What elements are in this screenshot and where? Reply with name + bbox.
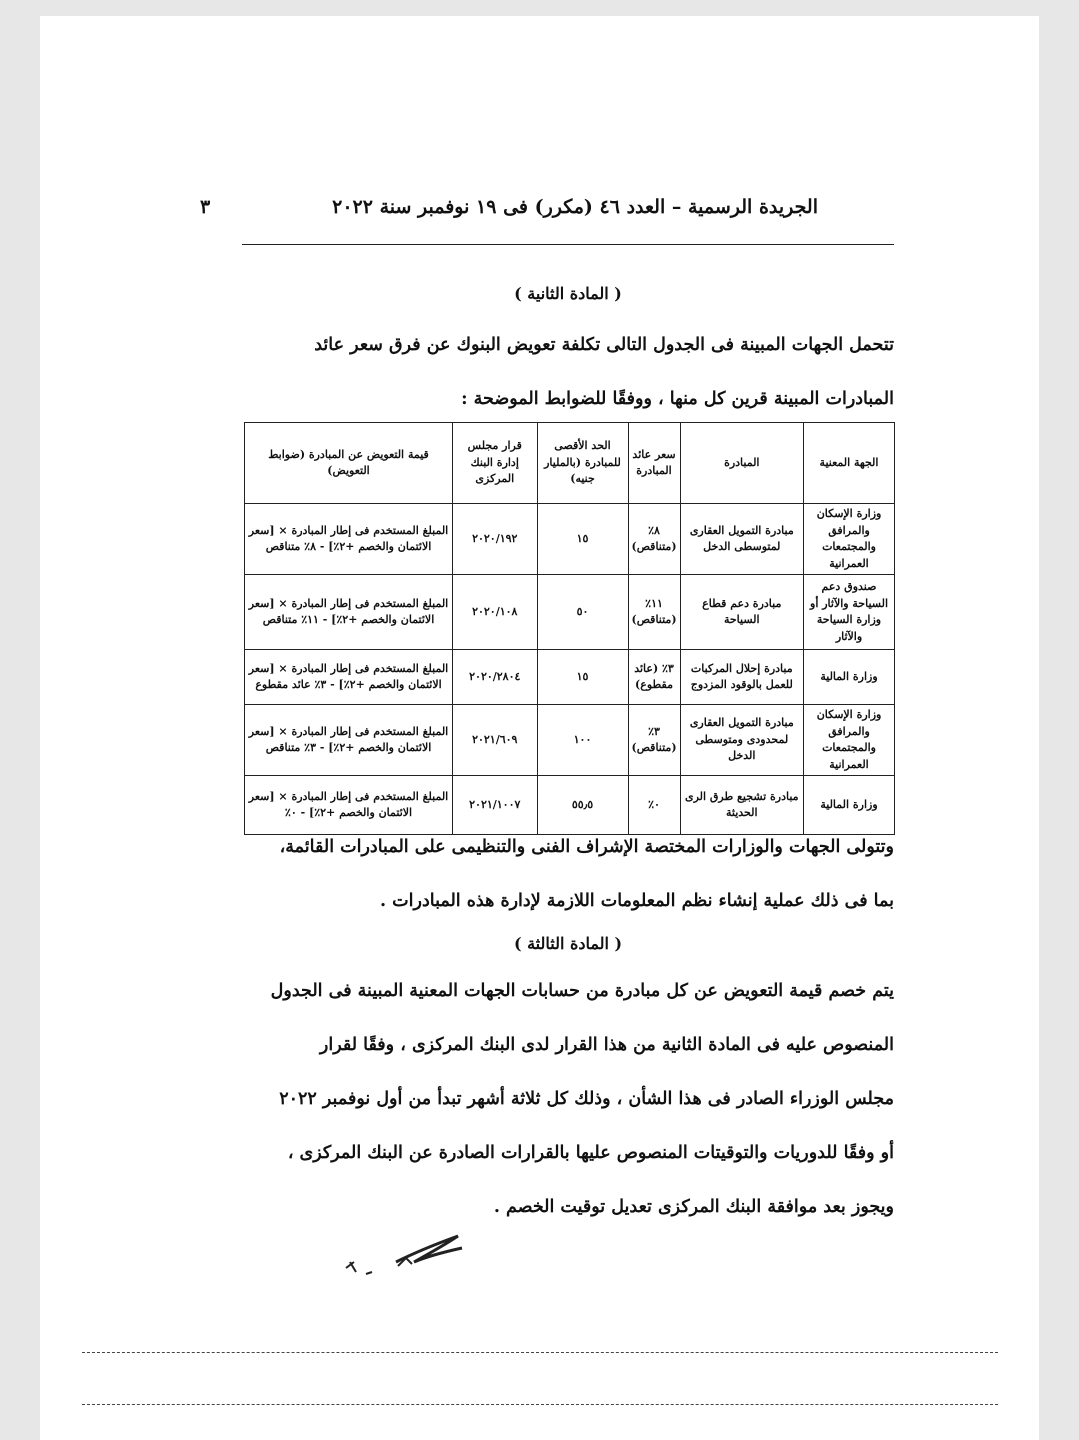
supervision-paragraph xyxy=(242,822,894,930)
handwritten-signature xyxy=(336,1222,476,1286)
header-divider xyxy=(242,244,894,245)
article3-line-3: مجلس الوزراء الصادر فى هذا الشأن ، وذلك كل ثلاثة أشهر تبدأ من أول نوفمبر ٢٠٢٢ xyxy=(279,1089,894,1109)
article3-paragraph xyxy=(242,966,894,1236)
cell-entity: وزارة المالية xyxy=(804,776,895,835)
cell-rate: ١١٪ (متناقص) xyxy=(628,575,680,650)
col-header-compensation: قيمة التعويض عن المبادرة (ضوابط التعويض) xyxy=(245,423,453,504)
cell-max: ٥٠ xyxy=(537,575,628,650)
cell-max: ١٥ xyxy=(537,504,628,575)
footer-divider-1 xyxy=(82,1352,998,1353)
table-row xyxy=(245,650,895,705)
cell-decision: ٢٠٢٠/١٠٨ xyxy=(453,575,537,650)
cell-initiative: مبادرة التمويل العقارى لمتوسطى الدخل xyxy=(680,504,803,575)
header-title: الجريدة الرسمية – العدد ٤٦ (مكرر) فى ١٩ نوفمبر سنة ٢٠٢٢ xyxy=(332,196,818,218)
table-header-row xyxy=(245,423,895,504)
article2-paragraph xyxy=(242,320,894,428)
gazette-header xyxy=(200,196,818,232)
cell-decision: ٢٠٢١/١٠٠٧ xyxy=(453,776,537,835)
table-row xyxy=(245,504,895,575)
col-header-rate: سعر عائد المبادرة xyxy=(628,423,680,504)
col-header-max: الحد الأقصى للمبادرة (بالمليار جنيه) xyxy=(537,423,628,504)
cell-rate: ٣٪ (عائد مقطوع) xyxy=(628,650,680,705)
col-header-entity: الجهة المعنية xyxy=(804,423,895,504)
cell-max: ٥٥٫٥ xyxy=(537,776,628,835)
page-number: ٣ xyxy=(200,196,211,218)
cell-decision: ٢٠٢٠/١٩٢ xyxy=(453,504,537,575)
col-header-decision: قرار مجلس إدارة البنك المركزى xyxy=(453,423,537,504)
cell-initiative: مبادرة إحلال المركبات للعمل بالوقود المزدوج xyxy=(680,650,803,705)
cell-initiative: مبادرة تشجيع طرق الرى الحديثة xyxy=(680,776,803,835)
table-row xyxy=(245,705,895,776)
cell-max: ١٠٠ xyxy=(537,705,628,776)
cell-entity: وزارة الإسكان والمرافق والمجتمعات العمرانية xyxy=(804,705,895,776)
cell-compensation: المبلغ المستخدم فى إطار المبادرة × [سعر الائتمان والخصم +٢٪] - ٠٪ xyxy=(245,776,453,835)
supervision-line-1: وتتولى الجهات والوزارات المختصة الإشراف الفنى والتنظيمى على المبادرات القائمة، xyxy=(279,837,894,857)
cell-rate: ٨٪ (متناقص) xyxy=(628,504,680,575)
table-row xyxy=(245,575,895,650)
cell-max: ١٥ xyxy=(537,650,628,705)
cell-entity: صندوق دعم السياحة والآثار أو وزارة السياحة والآثار xyxy=(804,575,895,650)
cell-decision: ٢٠٢٠/٢٨٠٤ xyxy=(453,650,537,705)
article2-line-2: المبادرات المبينة قرين كل منها ، ووفقًا للضوابط الموضحة : xyxy=(461,389,894,409)
article2-line-1: تتحمل الجهات المبينة فى الجدول التالى تكلفة تعويض البنوك عن فرق سعر عائد xyxy=(314,335,894,355)
cell-compensation: المبلغ المستخدم فى إطار المبادرة × [سعر الائتمان والخصم +٢٪] - ٣٪ عائد مقطوع xyxy=(245,650,453,705)
footer-divider-2 xyxy=(82,1404,998,1405)
cell-rate: ٠٪ xyxy=(628,776,680,835)
cell-rate: ٣٪ (متناقص) xyxy=(628,705,680,776)
cell-decision: ٢٠٢١/٦٠٩ xyxy=(453,705,537,776)
article3-line-4: أو وفقًا للدوريات والتوقيتات المنصوص عليها بالقرارات الصادرة عن البنك المركزى ، xyxy=(287,1143,894,1163)
cell-entity: وزارة المالية xyxy=(804,650,895,705)
article2-heading: ( المادة الثانية ) xyxy=(514,284,622,303)
cell-compensation: المبلغ المستخدم فى إطار المبادرة × [سعر الائتمان والخصم +٢٪] - ١١٪ متناقص xyxy=(245,575,453,650)
cell-initiative: مبادرة التمويل العقارى لمحدودى ومتوسطى الدخل xyxy=(680,705,803,776)
cell-compensation: المبلغ المستخدم فى إطار المبادرة × [سعر الائتمان والخصم +٢٪] - ٣٪ متناقص xyxy=(245,705,453,776)
compensation-table xyxy=(244,422,895,835)
cell-entity: وزارة الإسكان والمرافق والمجتمعات العمرانية xyxy=(804,504,895,575)
article3-line-2: المنصوص عليه فى المادة الثانية من هذا القرار لدى البنك المركزى ، وفقًا لقرار xyxy=(319,1035,894,1055)
article3-heading: ( المادة الثالثة ) xyxy=(513,934,623,953)
cell-initiative: مبادرة دعم قطاع السياحة xyxy=(680,575,803,650)
article3-line-1: يتم خصم قيمة التعويض عن كل مبادرة من حسابات الجهات المعنية المبينة فى الجدول xyxy=(270,981,894,1001)
cell-compensation: المبلغ المستخدم فى إطار المبادرة × [سعر الائتمان والخصم +٢٪] - ٨٪ متناقص xyxy=(245,504,453,575)
col-header-initiative: المبادرة xyxy=(680,423,803,504)
supervision-line-2: بما فى ذلك عملية إنشاء نظم المعلومات اللازمة لإدارة هذه المبادرات . xyxy=(379,891,894,911)
article3-line-5: ويجوز بعد موافقة البنك المركزى تعديل توقيت الخصم . xyxy=(493,1197,894,1217)
